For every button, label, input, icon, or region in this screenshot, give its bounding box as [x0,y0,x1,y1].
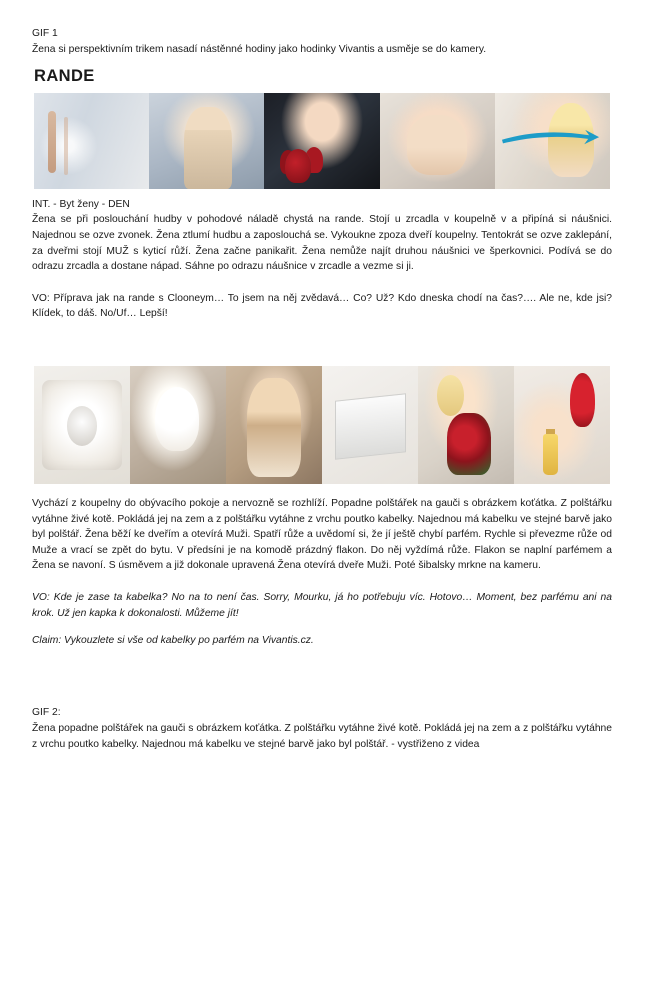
cat-pillow-frame [34,366,130,484]
scene-description-two: Vychází z koupelny do obývacího pokoje a nervozně se rozhlíží. Popadne polštářek na gauči s obrázkem koťátka. Z polštářku vytáhne živé kotě. Pokládá jej na zem a z polštářku vytáhne z vrchu poutko kabelky. Najednou má kabelku ve stejné barvě jako byl polštář. Žena běží ke dveřím a otevírá Muži. Spatří růže a uvědomí si, že jí ještě chybí parfém. Rychle si převezme růže od Muže a vrací se zpět do bytu. V předsíni je na komodě prázdný flakon. Do něj vyždímá růže. Flakon se naplní parfémem a Žena se navoní. S úsměvem a již dokonale upravená Žena otevírá dveře Muži. Poté šibalsky mrkne na kameru. [32,497,612,572]
handbag-frame [322,366,418,484]
gif1-description: Žena si perspektivním trikem nasadí nástěnné hodiny jako hodinky Vivantis a usměje se do kamery. [32,44,487,56]
gif2-description: Žena popadne polštářek na gauči s obrázkem koťátka. Z polštářku vytáhne živé kotě. Pokládá jej na zem a z polštářku vytáhne z vrchu poutko kabelky. Najednou má kabelku ve stejné barvě jako byl polštář. - vystřiženo z videa [32,722,612,750]
gif2-label: GIF 2: [32,706,61,718]
storyboard-strip-two [34,366,610,484]
scene-description-one: Žena se při poslouchání hudby v pohodové náladě chystá na rande. Stojí u zrcadla v koupelně v a připíná si náušnici. Najednou se ozve zvonek. Žena ztlumí hudbu a zaposlouchá se. Vykoukne zpoza dveří koupelny. Tentokrát se ozve zaklepání, za dveřmi stojí MUŽ s kyticí růží. Žena začne panikařit. Žena nemůže najít druhou náušnici ve šperkovnici. Podívá se do odrazu zrcadla a dostane nápad. Sáhne po odrazu náušnice v zrcadle a vezme si ji. [32,214,612,273]
voiceover-one: VO: Příprava jak na rande s Clooneym… To jsem na něj zvědavá… Co? Už? Kdo dneska chodí na čas?…. Ale ne, kde jsi? Klídek, to dáš. No/Uf… Lepší! [32,292,612,320]
page-title: RANDE [34,66,95,85]
man-with-roses-frame [264,93,379,189]
woman-holding-kitten-frame [226,366,322,484]
woman-with-roses-frame [418,366,514,484]
hand-squeezing-rose-frame [514,366,610,484]
woman-blonde-mirror-frame [149,93,264,189]
white-kitten-frame [130,366,226,484]
woman-panicking-frame [380,93,495,189]
bathroom-curtain-frame [34,93,149,189]
claim-text: Claim: Vykouzlete si vše od kabelky po parfém na Vivantis.cz. [32,635,314,647]
storyboard-strip-one [34,93,610,189]
woman-earring-mirror-frame [495,93,610,189]
scene-heading: INT. - Byt ženy - DEN [32,198,130,210]
arrow-pointing-right-icon [502,129,601,147]
gif1-label: GIF 1 [32,28,58,39]
voiceover-two: VO: Kde je zase ta kabelka? No na to není čas. Sorry, Mourku, já ho potřebuju víc. Hotovo… Moment, bez parfému ani na krok. Už jen kapka k dokonalosti. Můžeme jít! [32,591,612,619]
